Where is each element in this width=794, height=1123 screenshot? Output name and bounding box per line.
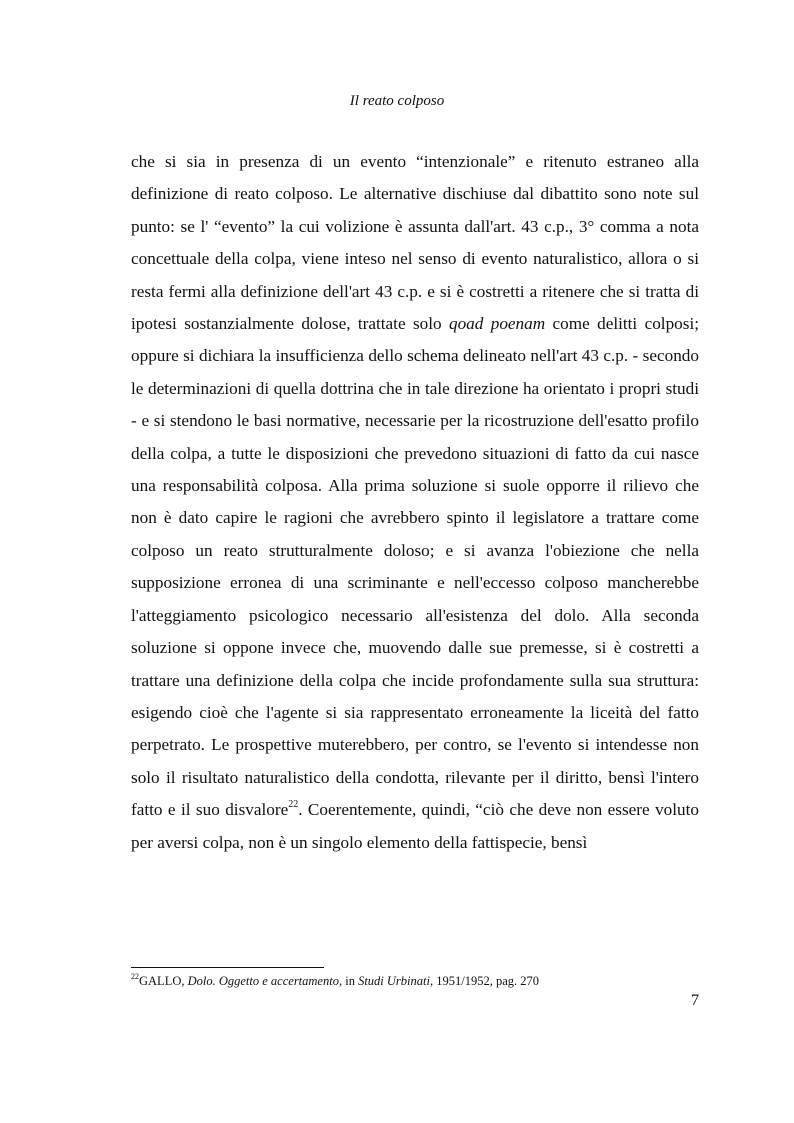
footnote-journal: Studi Urbinati bbox=[358, 974, 430, 988]
footnote-mid: , in bbox=[338, 974, 359, 988]
body-paragraph bbox=[131, 146, 699, 859]
footnote-reference: 22 bbox=[288, 799, 299, 811]
running-header: Il reato colposo bbox=[349, 93, 445, 109]
body-text-part-1: che si sia in presenza di un evento “intenzionale” e ritenuto estraneo alla definizione di reato colposo. Le alternative dischiuse dal dibattito sono note sul punto: se l' “evento” la cui volizione è assunta dall'art. 43 c.p., 3° comma a nota concettuale della colpa, viene inteso nel senso di evento naturalistico, allora o si resta fermi alla definizione dell'art 43 c.p. e si è costretti a ritenere che si tratta di ipotesi sostanzialmente dolose, trattate solo bbox=[131, 152, 699, 334]
footnote-separator bbox=[131, 967, 324, 968]
body-text-part-3: . Coerentemente, quindi, “ciò che deve non essere voluto per aversi colpa, non è un singolo elemento della fattispecie, bensì bbox=[131, 800, 699, 852]
page-number: 7 bbox=[691, 992, 699, 1009]
footnote-number: 22 bbox=[131, 971, 139, 981]
footnote-author: GALLO, bbox=[139, 974, 188, 988]
body-italic-phrase: qoad poenam bbox=[448, 314, 546, 334]
footnote-tail: , 1951/1952, pag. 270 bbox=[429, 974, 539, 988]
body-text-part-2: come delitti colposi; oppure si dichiara la insufficienza dello schema delineato nell'art 43 c.p. - secondo le determinazioni di quella dottrina che in tale direzione ha orientato i propri studi - e si stendono le basi normative, necessarie per la ricostruzione dell'esatto profilo della colpa, a tutte le disposizioni che prevedono situazioni di fatto da cui nasce una responsabilità colposa. Alla prima soluzione si suole opporre il rilievo che non è dato capire le ragioni che avrebbero spinto il legislatore a trattare come colposo un reato strutturalmente doloso; e si avanza l'obiezione che nella supposizione erronea di una scriminante e nell'eccesso colposo mancherebbe l'atteggiamento psicologico necessario all'esistenza del dolo. Alla seconda soluzione si oppone invece che, muovendo dalle sue premesse, si è costretti a trattare una definizione della colpa che incide profondamente sulla sua struttura: esigendo cioè che l'agente si sia rappresentato erroneamente la liceità del fatto perpetrato. Le prospettive muterebbero, per contro, se l'evento si intendesse non solo il risultato naturalistico della condotta, rilevante per il diritto, bensì l'intero fatto e il suo disvalore bbox=[131, 314, 700, 820]
footnote bbox=[131, 971, 699, 989]
footnote-title: Dolo. Oggetto e accertamento bbox=[187, 974, 339, 988]
